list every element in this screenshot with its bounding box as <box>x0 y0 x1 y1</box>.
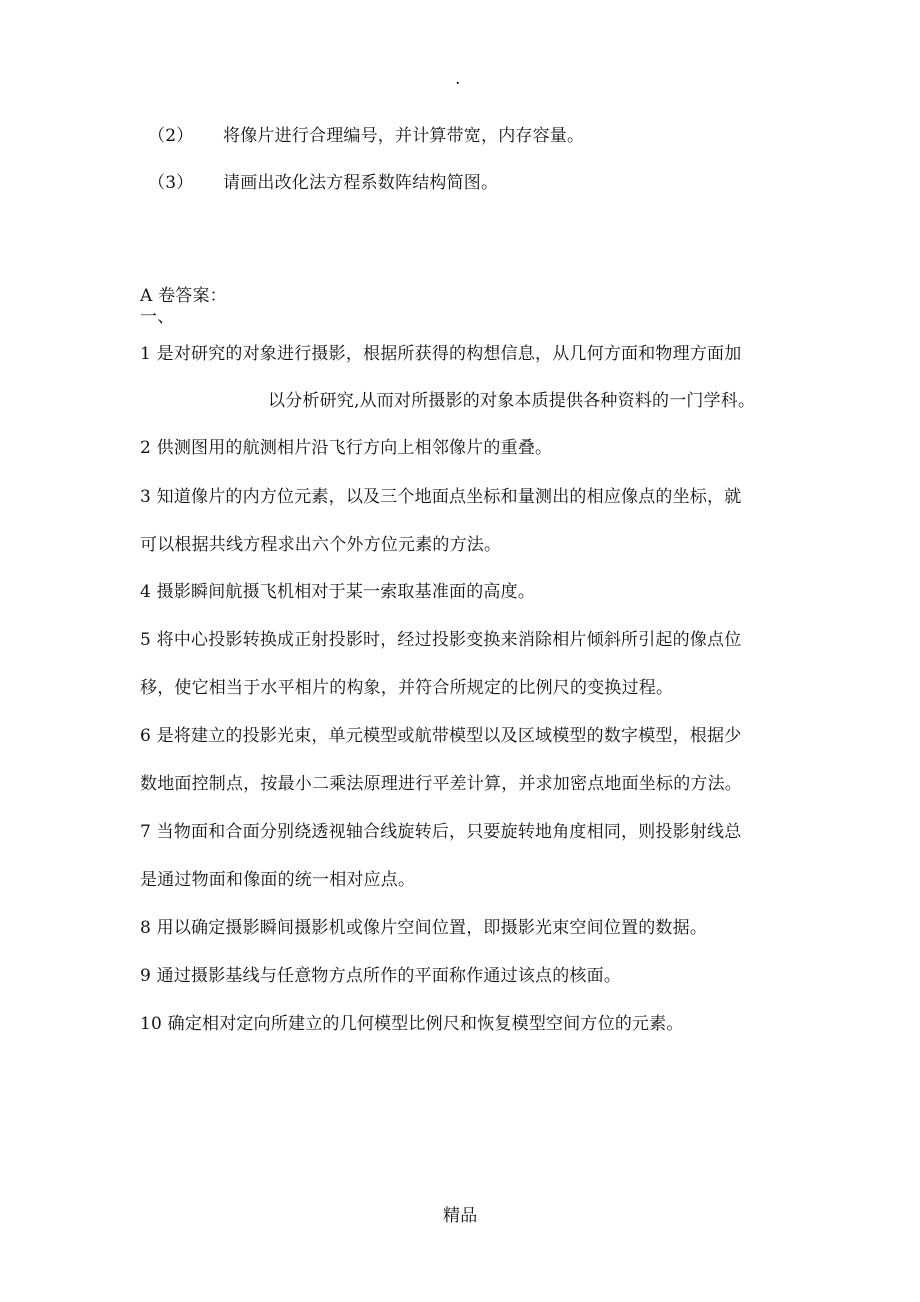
answer-line: 可以根据共线方程求出六个外方位元素的方法。 <box>140 535 502 555</box>
answer-line: 10 确定相对定向所建立的几何模型比例尺和恢复模型空间方位的元素。 <box>140 1014 684 1034</box>
answer-line: 9 通过摄影基线与任意物方点所作的平面称作通过该点的核面。 <box>140 966 622 986</box>
answer-line: 数地面控制点，按最小二乘法原理进行平差计算，并求加密点地面坐标的方法。 <box>140 774 742 794</box>
answer-line: 以分析研究,从而对所摄影的对象本质提供各种资料的一门学科。 <box>268 391 756 411</box>
answer-line: 6 是将建立的投影光束，单元模型或航带模型以及区域模型的数字模型，根据少 <box>140 726 742 746</box>
answer-line: 3 知道像片的内方位元素，以及三个地面点坐标和量测出的相应像点的坐标，就 <box>140 487 742 507</box>
answer-line: 4 摄影瞬间航摄飞机相对于某一索取基准面的高度。 <box>140 582 536 602</box>
question-text: 请画出改化法方程系数阵结构简图。 <box>223 173 499 193</box>
answer-line: 是通过物面和像面的统一相对应点。 <box>140 870 416 890</box>
section-number: 一、 <box>140 307 175 327</box>
answer-line: 1 是对研究的对象进行摄影，根据所获得的构想信息，从几何方面和物理方面加 <box>140 344 742 364</box>
question-text: 将像片进行合理编号，并计算带宽，内存容量。 <box>223 126 585 146</box>
answer-line: 8 用以确定摄影瞬间摄影机或像片空间位置，即摄影光束空间位置的数据。 <box>140 918 708 938</box>
footer-label: 精品 <box>443 1206 478 1226</box>
question-number: （2） <box>148 126 194 146</box>
answer-line: 2 供测图用的航测相片沿飞行方向上相邻像片的重叠。 <box>140 438 553 458</box>
question-number: （3） <box>148 173 194 193</box>
answers-heading: A 卷答案： <box>140 286 227 306</box>
answer-line: 7 当物面和合面分别绕透视轴合线旋转后，只要旋转地角度相同，则投影射线总 <box>140 822 742 842</box>
answer-line: 移，使它相当于水平相片的构象，并符合所规定的比例尺的变换过程。 <box>140 678 674 698</box>
header-dot: . <box>455 69 461 89</box>
answer-line: 5 将中心投影转换成正射投影时，经过投影变换来消除相片倾斜所引起的像点位 <box>140 630 742 650</box>
